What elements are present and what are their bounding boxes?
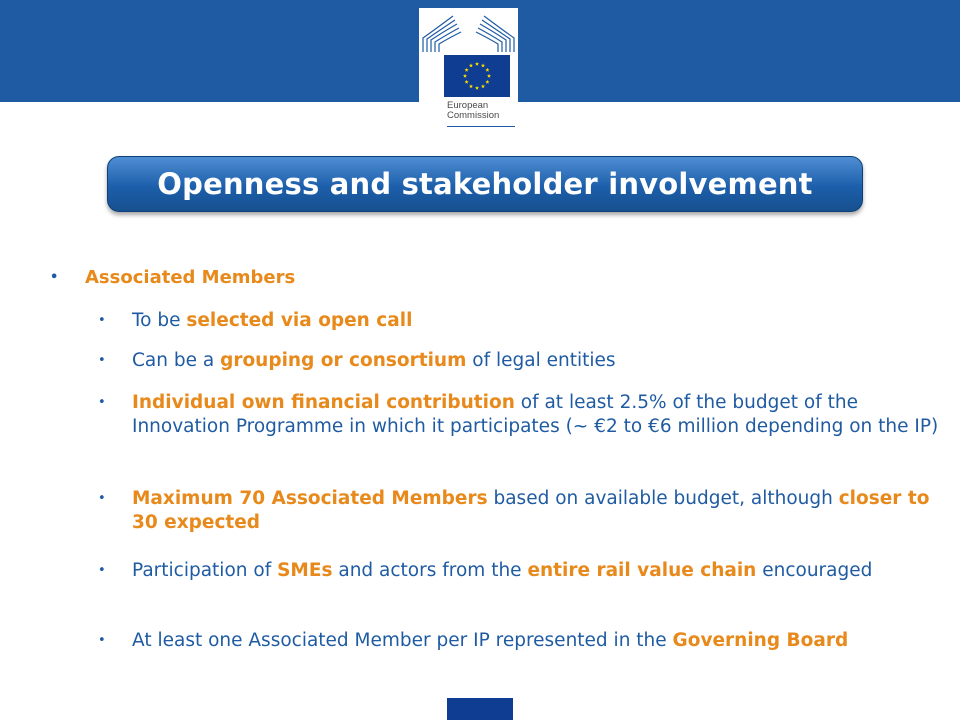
- slide-title: Openness and stakeholder involvement: [157, 167, 813, 201]
- bullet-text: [132, 559, 950, 583]
- bullet-text: [132, 309, 950, 333]
- highlight-text: closer to 30 expected: [132, 488, 930, 533]
- bullet-text: [132, 629, 950, 653]
- body-text: Can be a: [132, 350, 221, 371]
- bullet-dot: •: [98, 313, 106, 328]
- body-text: encouraged: [756, 560, 873, 581]
- bullet-item: [98, 629, 950, 653]
- bullet-item: [98, 487, 950, 535]
- bullet-dot: •: [98, 633, 106, 648]
- body-text: based on available budget, although: [487, 488, 839, 509]
- bullet-dot: •: [98, 353, 106, 368]
- highlight-text: selected via open call: [186, 310, 413, 331]
- body-text: At least one Associated Member per IP represented in the: [132, 630, 673, 651]
- bullet-item: [98, 559, 950, 583]
- body-text: of at least 2.5% of the budget of the Innovation Programme in which it participates (~ €2 to €6 million depending on the IP): [132, 392, 939, 437]
- bullet-text: [132, 487, 950, 535]
- bullet-dot: •: [98, 491, 106, 506]
- bullet-item: [98, 309, 950, 333]
- body-text: of legal entities: [466, 350, 616, 371]
- eu-flag-icon: [444, 55, 510, 97]
- logo-line1: European: [447, 100, 489, 111]
- highlight-text: Maximum 70 Associated Members: [132, 488, 488, 509]
- bullet-dot: •: [98, 563, 106, 578]
- highlight-text: Individual own financial contribution: [132, 392, 515, 413]
- building-icon: [419, 8, 518, 58]
- highlight-text: Governing Board: [672, 630, 849, 651]
- bullet-dot: •: [98, 395, 106, 410]
- logo-line2: Commission: [447, 110, 500, 121]
- bullet-dot: •: [50, 270, 59, 285]
- logo-rule: [447, 126, 515, 127]
- bullet-item: [98, 391, 950, 439]
- body-text: To be: [132, 310, 187, 331]
- highlight-text: grouping or consortium: [220, 350, 467, 371]
- bullet-item: [98, 349, 950, 373]
- title-banner: [107, 156, 863, 212]
- bullet-text: [132, 349, 950, 373]
- highlight-text: SMEs: [277, 560, 333, 581]
- bottom-flag-strip: [447, 698, 513, 720]
- logo-text: [447, 101, 517, 121]
- bullet-level1-label: Associated Members: [85, 267, 296, 288]
- highlight-text: entire rail value chain: [527, 560, 757, 581]
- bullet-text: [132, 391, 950, 439]
- body-text: Participation of: [132, 560, 278, 581]
- body-text: and actors from the: [332, 560, 528, 581]
